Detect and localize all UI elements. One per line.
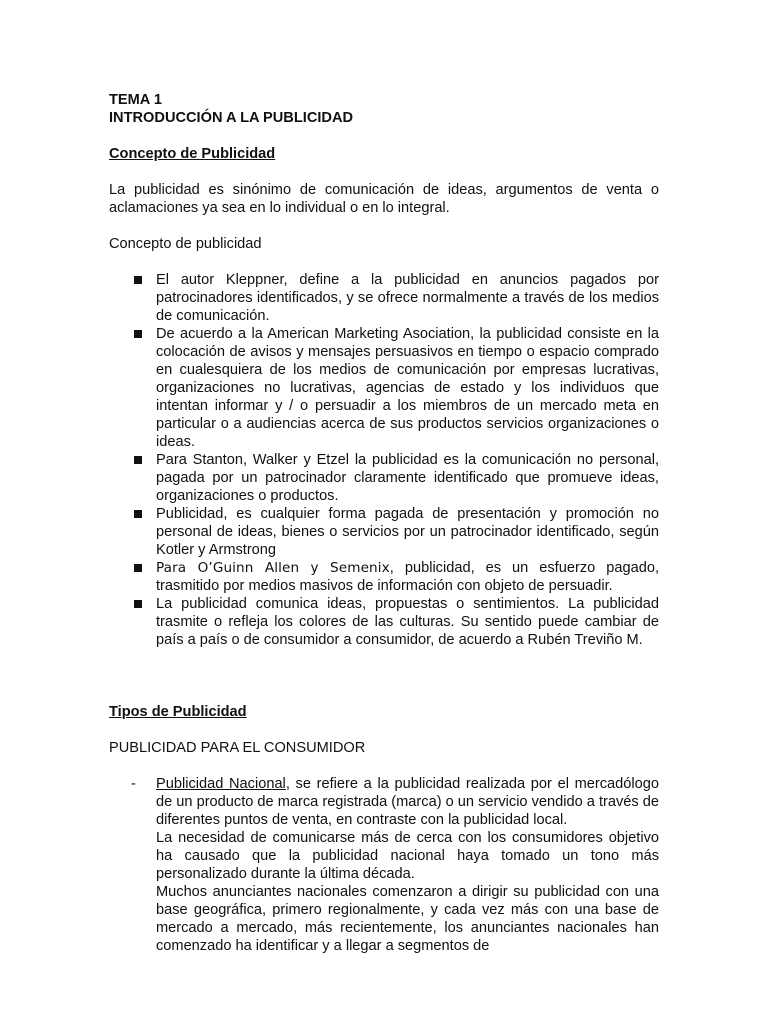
square-bullet-icon (134, 600, 142, 608)
square-bullet-icon (134, 564, 142, 572)
list-item: La publicidad comunica ideas, propuestas o sentimientos. La publicidad trasmite o refleja los colores de las culturas. Su sentido puede cambiar de país a país o de consumidor a consumidor, de acuerdo a Rubén Treviño M. (109, 595, 659, 649)
paragraph: Muchos anunciantes nacionales comenzaron a dirigir su publicidad con una base geográfica, primero regionalmente, y cada vez más con una base de mercado a mercado, más recientemente, los anunciantes nacionales han comenzado ha identificar y a llegar a segmentos de (156, 884, 659, 954)
subsection-title: Concepto de publicidad (109, 236, 262, 252)
definitions-list (109, 271, 659, 649)
author-names: Para O’Guinn Allen y Semenix (156, 560, 390, 576)
section-title-concepto: Concepto de Publicidad (109, 146, 276, 162)
square-bullet-icon (134, 456, 142, 464)
list-item: - Publicidad Nacional, se refiere a la publicidad realizada por el mercadólogo de un producto de marca registrada (marca) o un servicio vendido a través de diferentes puntos de venta, en contraste con la publicidad local. La necesidad de comunicarse más de cerca con los consumidores objetivo ha causado que la publicidad nacional haya tomado un tono más personalizado durante la última década. Muchos anunciantes nacionales comenzaron a dirigir su publicidad con una base geográfica, primero regionalmente, y cada vez más con una base de mercado a mercado, más recientemente, los anunciantes nacionales han comenzado ha identificar y a llegar a segmentos de (131, 776, 659, 954)
square-bullet-icon (134, 330, 142, 338)
list-item: Publicidad, es cualquier forma pagada de presentación y promoción no personal de ideas, bienes o servicios por un patrocinador identificado, según Kotler y Armstrong (109, 505, 659, 559)
subsection-title-consumidor: PUBLICIDAD PARA EL CONSUMIDOR (109, 740, 366, 756)
square-bullet-icon (134, 276, 142, 284)
list-item: De acuerdo a la American Marketing Asociation, la publicidad consiste en la colocación de avisos y mensajes persuasivos en tiempo o espacio comprado en cualesquiera de los medios de comunicación por empresas lucrativas, organizaciones no lucrativas, agencias de estado y los individuos que intentan informar y / o persuadir a los miembros de un mercado meta en particular o a audiencias acerca de sus productos servicios organizaciones o ideas. (109, 325, 659, 451)
dash-bullet: - (131, 776, 136, 792)
paragraph: La necesidad de comunicarse más de cerca con los consumidores objetivo ha causado que la publicidad nacional haya tomado un tono más personalizado durante la última década. (156, 830, 659, 882)
section-title-tipos: Tipos de Publicidad (109, 704, 247, 720)
term-publicidad-nacional: Publicidad Nacional (156, 776, 286, 792)
topic-title: INTRODUCCIÓN A LA PUBLICIDAD (109, 110, 354, 126)
intro-paragraph: La publicidad es sinónimo de comunicación de ideas, argumentos de venta o aclamaciones ya sea en lo individual o en lo integral. (109, 182, 659, 216)
topic-number: TEMA 1 (109, 92, 162, 108)
types-list (109, 775, 659, 955)
square-bullet-icon (134, 510, 142, 518)
list-item: El autor Kleppner, define a la publicidad en anuncios pagados por patrocinadores identificados, y se ofrece normalmente a través de los medios de comunicación. (109, 271, 659, 325)
list-item: Para Stanton, Walker y Etzel la publicidad es la comunicación no personal, pagada por un patrocinador claramente identificado que promueve ideas, organizaciones o productos. (109, 451, 659, 505)
list-item: Para O’Guinn Allen y Semenix, publicidad, es un esfuerzo pagado, trasmitido por medios masivos de información con objeto de persuadir. (109, 559, 659, 595)
document-body (109, 91, 659, 955)
